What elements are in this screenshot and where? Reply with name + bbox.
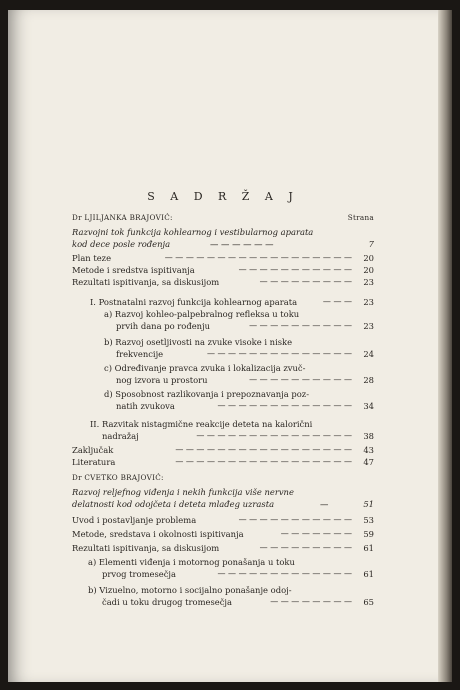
dash-leader: — — — — — — — — — — — <box>238 515 352 524</box>
article-title-line: Razvojni tok funkcija kohlearnog i vestibularnog aparata <box>72 227 314 237</box>
toc-entry <box>72 348 374 360</box>
toc-entry-page: 43 <box>363 445 374 455</box>
dash-leader: — — — — — — — — — — — — — — — — — <box>175 457 352 466</box>
dash-leader: — — — — — — — — — — <box>249 375 352 384</box>
toc-entry <box>72 456 374 468</box>
toc-entry-text: prvih dana po rođenju <box>116 321 211 331</box>
toc-entry <box>72 584 374 596</box>
toc-entry <box>72 568 374 580</box>
author-line-2 <box>72 472 374 484</box>
page-edge <box>438 10 452 682</box>
dash-leader: — — — — — — — — — — <box>249 321 352 330</box>
toc-entry <box>72 514 374 526</box>
toc-entry-page: 24 <box>363 349 374 359</box>
article-title-line: kod dece posle rođenja — — — — — — 7 <box>72 239 374 249</box>
author-line-1 <box>72 212 374 224</box>
toc-entry-text: Rezultati ispitivanja, sa diskusijom <box>72 543 220 553</box>
dash-leader: — — — — — — — — <box>270 597 352 606</box>
toc-entry-text: Plan teze <box>72 253 112 263</box>
toc-entry-text: natih zvukova <box>116 401 175 411</box>
toc-entry <box>72 596 374 608</box>
dash-leader: — — — — — — — — — — — — — — <box>206 349 352 358</box>
toc-entry-page: 34 <box>363 401 374 411</box>
article-title-line: delatnosti kod odojčeta i deteta mlađeg uzrasta — 51 <box>72 499 374 509</box>
author-name: Dr CVETKO BRAJOVIĆ: <box>72 473 164 482</box>
toc-entry <box>72 276 374 288</box>
toc-entry <box>72 430 374 442</box>
toc-entry <box>72 252 374 264</box>
toc-entry-text: prvog tromesečja <box>102 569 177 579</box>
dash-leader: — — — — — — — — — <box>259 543 352 552</box>
toc-entry <box>72 388 374 400</box>
toc-entry <box>72 418 374 430</box>
toc-entry-text: a) Elementi viđenja i motornog ponašanja u toku <box>88 557 295 567</box>
toc-entry-text: nog izvora u prostoru <box>116 375 208 385</box>
toc-entry-text: Metode, sredstava i okolnosti ispitivanja <box>72 529 244 539</box>
dash-leader: — — — — — — — — — — — — — — — <box>196 431 352 440</box>
toc-entry-page: 23 <box>363 321 374 331</box>
toc-entry-text: frekvencije <box>116 349 164 359</box>
toc-entry <box>72 556 374 568</box>
page-title: S A D R Ž A J <box>147 190 299 203</box>
toc-entry-page: 23 <box>363 277 374 287</box>
dash-leader: — — — — — — — <box>280 529 352 538</box>
toc-entry <box>72 542 374 554</box>
toc-entry <box>72 400 374 412</box>
toc-entry-text: Zaključak <box>72 445 114 455</box>
dash-leader: — — — — — — — — — — — <box>238 265 352 274</box>
dash-leader: — — — — — — — — — <box>259 277 352 286</box>
toc-entry-page: 23 <box>363 297 374 307</box>
toc-entry-page: 53 <box>363 515 374 525</box>
dash-leader: — — — <box>322 297 352 306</box>
toc-entry-text: a) Razvoj kohleo-palpebralnog refleksa u toku <box>104 309 300 319</box>
toc-entry <box>72 308 374 320</box>
toc-entry-page: 65 <box>363 597 374 607</box>
toc-entry-page: 61 <box>363 569 374 579</box>
toc-entry-page: 47 <box>363 457 374 467</box>
toc-entry <box>72 264 374 276</box>
dash-leader: — — — — — — — — — — — — — — — — — — <box>164 253 352 262</box>
toc-entry-text: Literatura <box>72 457 116 467</box>
toc-entry-page: 20 <box>363 265 374 275</box>
toc-entry-page: 38 <box>363 431 374 441</box>
author-name: Dr LJILJANKA BRAJOVIĆ: <box>72 213 173 222</box>
toc-entry <box>72 336 374 348</box>
toc-entry-text: Metode i sredstva ispitivanja <box>72 265 195 275</box>
toc-entry-page: 61 <box>363 543 374 553</box>
strana-label: Strana <box>347 213 374 222</box>
toc-entry <box>72 320 374 332</box>
dash-leader: — — — — — — — — — — — — — <box>217 401 352 410</box>
toc-entry-text: b) Vizuelno, motorno i socijalno ponašanje odoj- <box>88 585 292 595</box>
toc-entry-text: c) Određivanje pravca zvuka i lokalizacija zvuč- <box>104 363 306 373</box>
toc-entry-page: 59 <box>363 529 374 539</box>
toc-entry <box>72 444 374 456</box>
dash-leader: — — — — — — — — — — — — — — — — — <box>175 445 352 454</box>
toc-entry-text: II. Razvitak nistagmične reakcije deteta na kalorični <box>90 419 313 429</box>
toc-entry-text: I. Postnatalni razvoj funkcija kohlearnog aparata <box>90 297 298 307</box>
toc-entry <box>72 374 374 386</box>
dash-leader: — — — — — — — — — — — — — <box>217 569 352 578</box>
toc-entry-page: 28 <box>363 375 374 385</box>
article-title-line: Razvoj reljefnog viđenja i nekih funkcija više nervne <box>72 487 294 497</box>
toc-entry-text: Rezultati ispitivanja, sa diskusijom <box>72 277 220 287</box>
toc-entry-text: nadražaj <box>102 431 139 441</box>
toc-entry-text: Uvod i postavljanje problema <box>72 515 197 525</box>
toc-entry <box>72 362 374 374</box>
toc-entry-page: 20 <box>363 253 374 263</box>
toc-entry <box>72 528 374 540</box>
toc-entry-text: b) Razvoj osetljivosti na zvuke visoke i niske <box>104 337 293 347</box>
toc-entry-text: d) Sposobnost razlikovanja i prepoznavanja poz- <box>104 389 310 399</box>
toc-entry-text: čadi u toku drugog tromesečja <box>102 597 233 607</box>
toc-entry <box>72 296 374 308</box>
